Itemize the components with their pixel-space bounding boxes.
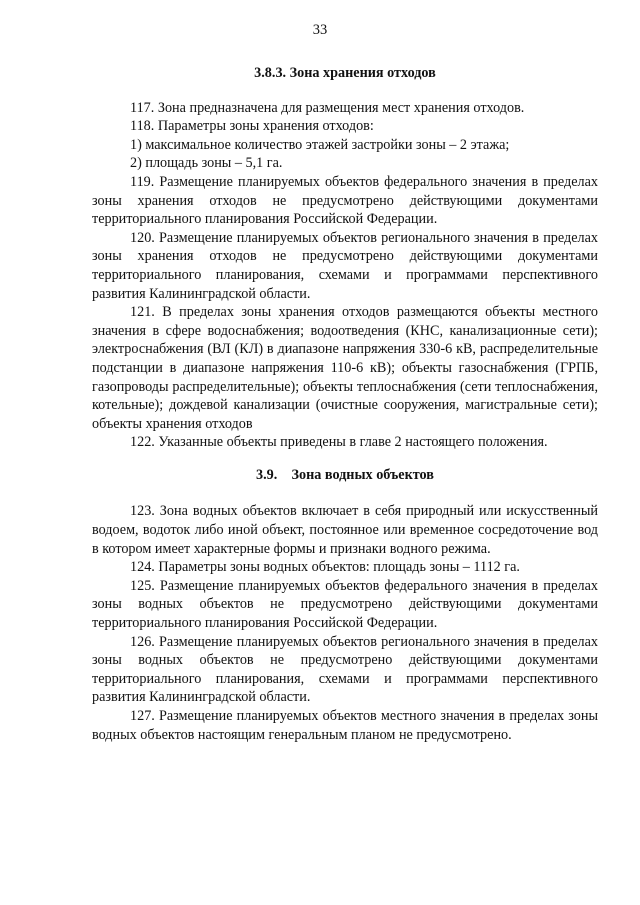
section-heading-waste-storage: 3.8.3. Зона хранения отходов bbox=[254, 65, 436, 81]
paragraph-118-item-1: 1) максимальное количество этажей застройки зоны – 2 этажа; bbox=[130, 136, 510, 153]
section-water-bodies-zone bbox=[92, 466, 598, 744]
paragraph-126: 126. Размещение планируемых объектов регионального значения в пределах зоны водных объектов не предусмотрено действующими документами территориального планирования, схемами и программами перспективного развития Калининградской области. bbox=[92, 633, 598, 706]
paragraph-127: 127. Размещение планируемых объектов местного значения в пределах зоны водных объектов настоящим генеральным планом не предусмотрено. bbox=[92, 708, 598, 743]
paragraph-125: 125. Размещение планируемых объектов федерального значения в пределах зоны водных объектов не предусмотрено действующими документами территориального планирования Российской Федерации. bbox=[92, 577, 598, 632]
section-waste-storage-zone bbox=[92, 64, 598, 452]
paragraph-122: 122. Указанные объекты приведены в главе 2 настоящего положения. bbox=[130, 434, 548, 451]
paragraph-123: 123. Зона водных объектов включает в себя природный или искусственный водоем, водоток либо иной объект, постоянное или временное сосредоточение вод в котором имеет характерные формы и признаки водного режима. bbox=[92, 503, 598, 557]
paragraph-124: 124. Параметры зоны водных объектов: площадь зоны – 1112 га. bbox=[130, 559, 520, 576]
document-body bbox=[92, 58, 598, 744]
paragraph-117: 117. Зона предназначена для размещения мест хранения отходов. bbox=[130, 99, 525, 116]
paragraph-121: 121. В пределах зоны хранения отходов размещаются объекты местного значения в сфере водоснабжения; водоотведения (КНС, канализационные сети); электроснабжения (ВЛ (КЛ) в диапазоне напряжения 330-6 кВ, распределительные подстанции в диапазоне напряжения 110-6 кВ); объекты газоснабжения (ГРПБ, газопроводы распределительные); объекты теплоснабжения (сети теплоснабжения, котельные); дождевой канализации (очистные сооружения, магистральные сети); объекты хранения отходов bbox=[92, 304, 598, 432]
paragraph-118-item-2: 2) площадь зоны – 5,1 га. bbox=[130, 155, 283, 172]
paragraph-118: 118. Параметры зоны хранения отходов: bbox=[130, 118, 374, 135]
paragraph-120: 120. Размещение планируемых объектов регионального значения в пределах зоны хранения отходов не предусмотрено действующими документами территориального планирования, схемами и программами перспективного развития Калининградской области. bbox=[92, 229, 598, 302]
section-heading-water-bodies: 3.9. Зона водных объектов bbox=[256, 466, 434, 483]
page-number: 33 bbox=[312, 22, 328, 38]
paragraph-119: 119. Размещение планируемых объектов федерального значения в пределах зоны хранения отходов не предусмотрено действующими документами территориального планирования Российской Федерации. bbox=[92, 173, 598, 228]
